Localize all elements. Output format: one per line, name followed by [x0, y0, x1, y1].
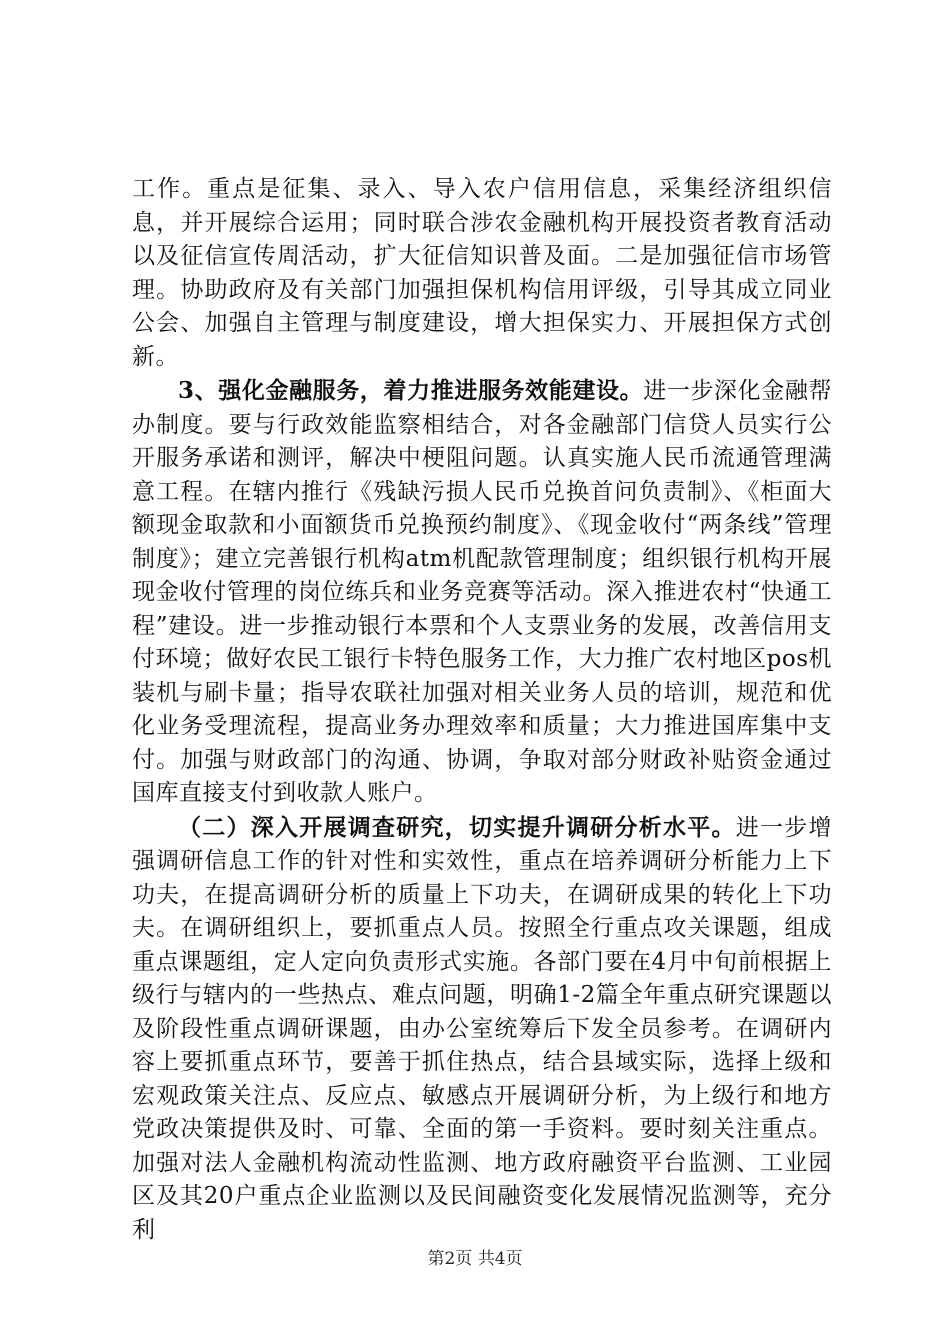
- page-footer: 第2页 共4页: [427, 1249, 523, 1269]
- paragraph-2-text: 进一步深化金融帮办制度。要与行政效能监察相结合，对各金融部门信贷人员实行公开服务承诺和测评，解决中梗阻问题。认真实施人民币流通管理满意工程。在辖内推行《残缺污损人民币兑换首问负责制》、《柜面大额现金取款和小面额货币兑换预约制度》、《现金收付“两条线”管理制度》；建立完善银行机构atm机配款管理制度；组织银行机构开展现金收付管理的岗位练兵和业务竞赛等活动。深入推进农村“快通工程”建设。进一步推动银行本票和个人支票业务的发展，改善信用支付环境；做好农民工银行卡特色服务工作，大力推广农村地区pos机装机与刷卡量；指导农联社加强对相关业务人员的培训，规范和优化业务受理流程，提高业务办理效率和质量；大力推进国库集中支付。加强与财政部门的沟通、协调，争取对部分财政补贴资金通过国库直接支付到收款人账户。: [132, 378, 832, 806]
- paragraph-3-text: 进一步增强调研信息工作的针对性和实效性，重点在培养调研分析能力上下功夫，在提高调研分析的质量上下功夫，在调研成果的转化上下功夫。在调研组织上，要抓重点人员。按照全行重点攻关课题，组成重点课题组，定人定向负责形式实施。各部门要在4月中旬前根据上级行与辖内的一些热点、难点问题，明确1-2篇全年重点研究课题以及阶段性重点调研课题，由办公室统筹后下发全员参考。在调研内容上要抓重点环节，要善于抓住热点，结合县域实际，选择上级和宏观政策关注点、反应点、敏感点开展调研分析，为上级行和地方党政决策提供及时、可靠、全面的第一手资料。要时刻关注重点。加强对法人金融机构流动性监测、地方政府融资平台监测、工业园区及其20户重点企业监测以及民间融资变化发展情况监测等，充分利: [132, 814, 832, 1243]
- document-body: [132, 172, 832, 1247]
- paragraph-1: [132, 172, 832, 374]
- paragraph-3: [132, 811, 832, 1248]
- paragraph-2: [132, 374, 832, 811]
- paragraph-1-text: 工作。重点是征集、录入、导入农户信用信息，采集经济组织信息，并开展综合运用；同时联合涉农金融机构开展投资者教育活动以及征信宣传周活动，扩大征信知识普及面。二是加强征信市场管理。协助政府及有关部门加强担保机构信用评级，引导其成立同业公会、加强自主管理与制度建设，增大担保实力、开展担保方式创新。: [132, 176, 832, 370]
- paragraph-2-heading: 3、强化金融服务，着力推进服务效能建设。: [178, 377, 644, 404]
- paragraph-3-heading: （二）深入开展调查研究，切实提升调研分析水平。: [178, 813, 736, 841]
